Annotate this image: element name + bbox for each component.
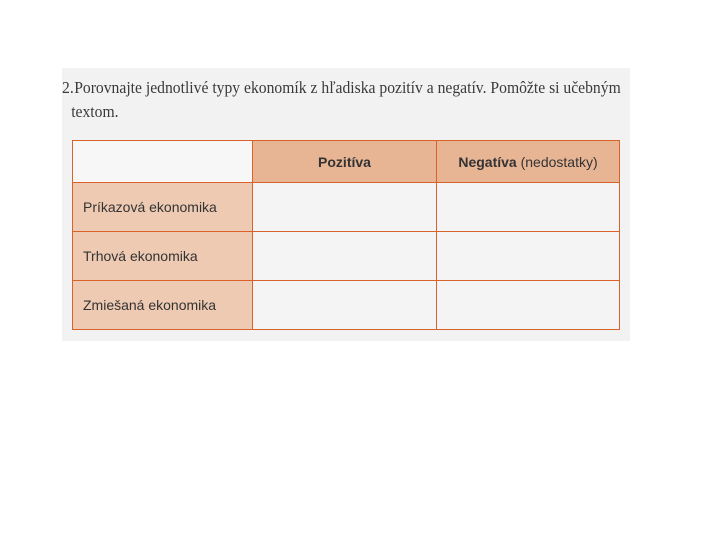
task-number: 2. xyxy=(62,78,74,97)
negatives-cell[interactable] xyxy=(437,281,620,330)
task-text-line2: textom. xyxy=(71,102,119,121)
row-label: Príkazová ekonomika xyxy=(73,183,253,232)
positives-cell[interactable] xyxy=(253,281,437,330)
header-negatives-note: (nedostatky) xyxy=(520,153,598,170)
header-negatives xyxy=(437,141,620,183)
task-instruction xyxy=(62,76,621,124)
comparison-table xyxy=(72,140,620,330)
row-label: Zmiešaná ekonomika xyxy=(73,281,253,330)
positives-cell[interactable] xyxy=(253,183,437,232)
table-corner-cell xyxy=(73,141,253,183)
negatives-cell[interactable] xyxy=(437,232,620,281)
table-row xyxy=(73,281,620,330)
header-negatives-main: Negatíva xyxy=(458,153,517,170)
negatives-cell[interactable] xyxy=(437,183,620,232)
positives-cell[interactable] xyxy=(253,232,437,281)
table-header-row xyxy=(73,141,620,183)
task-card xyxy=(62,68,630,341)
table-row xyxy=(73,183,620,232)
header-positives: Pozitíva xyxy=(253,141,437,183)
task-text-line1: Porovnajte jednotlivé typy ekonomík z hľadiska pozitív a negatív. Pomôžte si učebným xyxy=(74,78,621,97)
table-row xyxy=(73,232,620,281)
row-label: Trhová ekonomika xyxy=(73,232,253,281)
